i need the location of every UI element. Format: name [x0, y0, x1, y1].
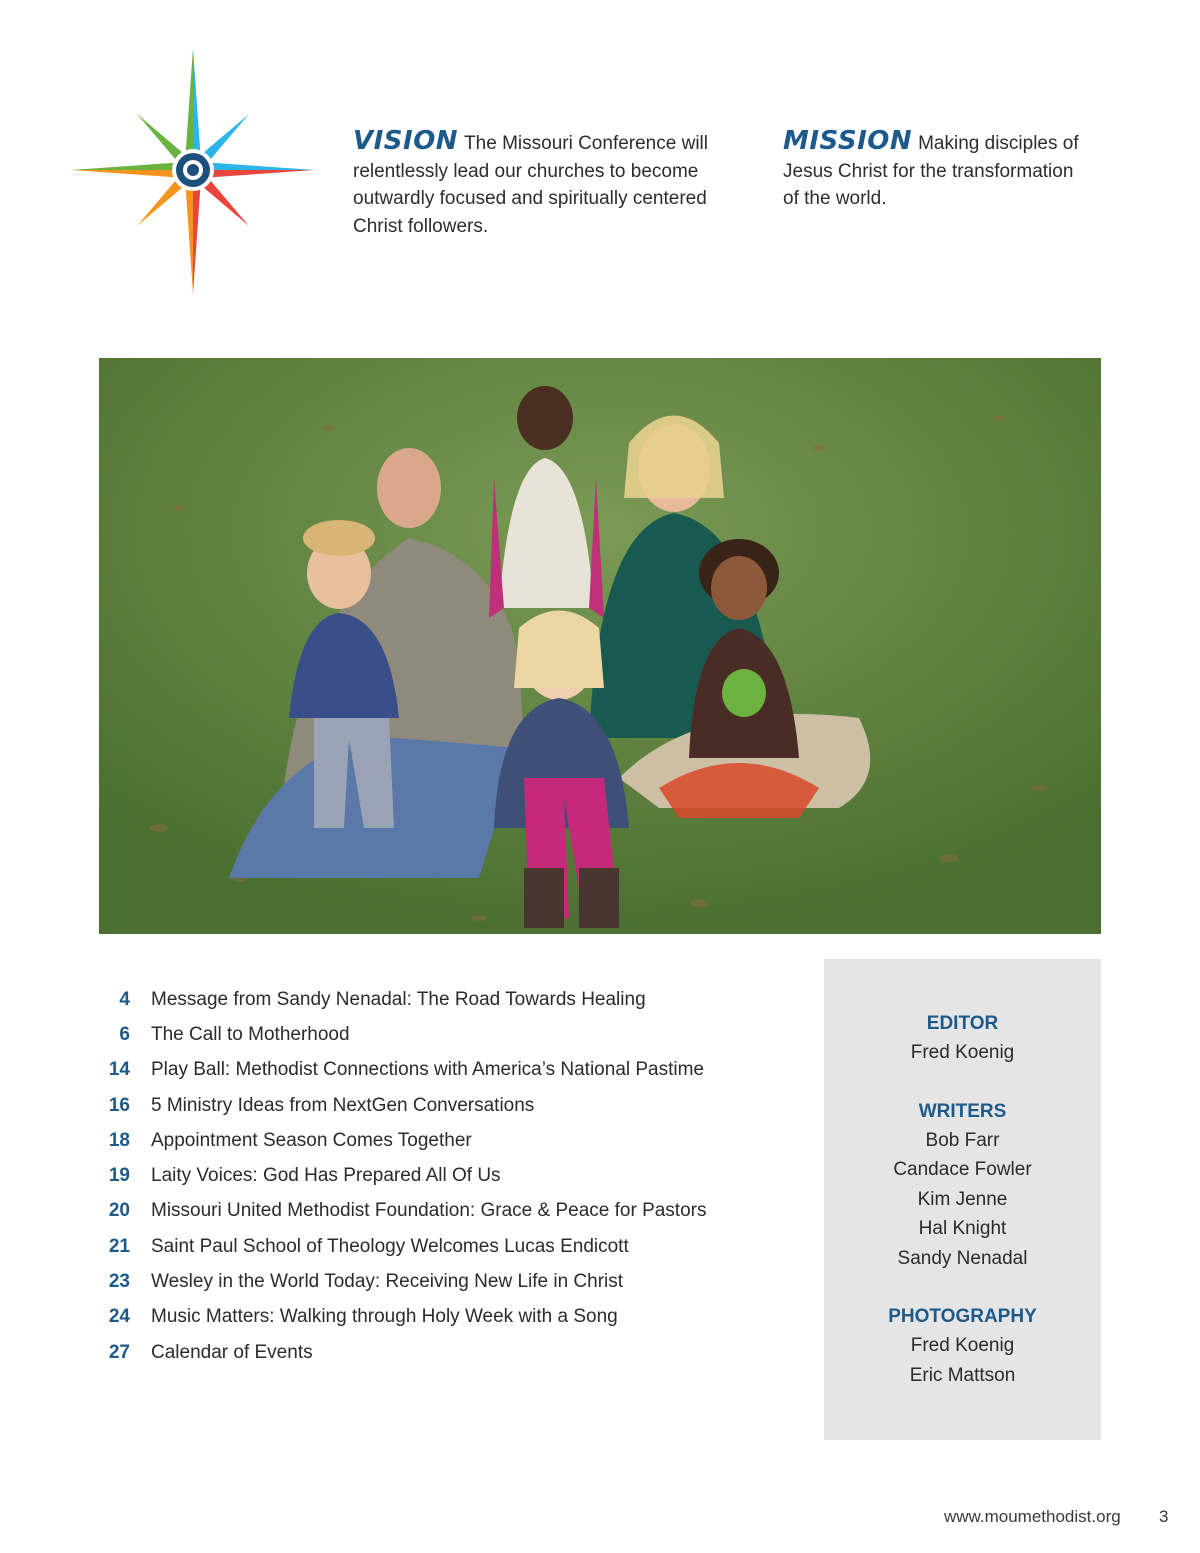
toc-title: Laity Voices: God Has Prepared All Of Us: [151, 1165, 501, 1187]
toc-title: Wesley in the World Today: Receiving New Life in Christ: [151, 1271, 624, 1293]
toc-item[interactable]: [99, 1300, 789, 1335]
toc-page-number: 23: [108, 1271, 130, 1293]
mission-text: Making disciples of Jesus Christ for the transformation of the world.: [783, 133, 1079, 209]
toc-item[interactable]: [99, 1017, 789, 1052]
toc-page-number: 19: [108, 1165, 130, 1187]
editor-heading: EDITOR: [926, 1013, 999, 1034]
toc-item[interactable]: [99, 1229, 789, 1264]
family-photo: [99, 358, 1101, 934]
toc-title: Music Matters: Walking through Holy Week with a Song: [151, 1306, 618, 1328]
vision-heading: VISION: [353, 126, 459, 156]
toc-title: Missouri United Methodist Foundation: Grace & Peace for Pastors: [151, 1200, 707, 1222]
photographer-name: Eric Mattson: [909, 1364, 1016, 1386]
toc-page-number: 4: [119, 988, 130, 1010]
toc-page-number: 21: [108, 1235, 130, 1257]
toc-item[interactable]: [99, 1158, 789, 1193]
toc-page-number: 24: [108, 1306, 130, 1328]
writer-name: Hal Knight: [918, 1218, 1007, 1239]
toc-item[interactable]: [99, 982, 789, 1017]
vision-statement: [353, 128, 733, 240]
toc-item[interactable]: [99, 1123, 789, 1158]
toc-page-number: 18: [108, 1129, 130, 1151]
editor-credits: [824, 959, 1101, 1068]
toc-title: Appointment Season Comes Together: [151, 1129, 472, 1151]
toc-title: The Call to Motherhood: [151, 1023, 350, 1045]
toc-title: Saint Paul School of Theology Welcomes Lucas Endicott: [151, 1235, 629, 1257]
page-number: 3: [1159, 1507, 1169, 1526]
family-photo-illustration: [99, 358, 1101, 934]
writer-name: Kim Jenne: [917, 1188, 1008, 1210]
toc-title: Play Ball: Methodist Connections with America’s National Pastime: [151, 1059, 705, 1081]
photography-credits: [824, 1302, 1101, 1390]
toc-item[interactable]: [99, 1264, 789, 1299]
credits-box: [824, 959, 1101, 1440]
toc-page-number: 27: [108, 1341, 130, 1363]
writer-name: Bob Farr: [925, 1129, 1000, 1151]
photography-heading: PHOTOGRAPHY: [888, 1306, 1037, 1327]
footer-website-link[interactable]: www.moumethodist.org: [944, 1507, 1121, 1526]
table-of-contents: [99, 982, 789, 1370]
toc-title: 5 Ministry Ideas from NextGen Conversations: [151, 1094, 535, 1116]
vision-text: The Missouri Conference will relentlessly lead our churches to become outwardly focused and spiritually centered Christ followers.: [353, 133, 708, 237]
toc-page-number: 16: [108, 1094, 130, 1116]
toc-item[interactable]: [99, 1194, 789, 1229]
toc-item[interactable]: [99, 1088, 789, 1123]
writers-heading: WRITERS: [918, 1100, 1007, 1122]
editor-name: Fred Koenig: [910, 1042, 1015, 1063]
toc-title: Message from Sandy Nenadal: The Road Towards Healing: [151, 988, 646, 1010]
toc-page-number: 14: [108, 1059, 130, 1081]
photographer-name: Fred Koenig: [910, 1335, 1015, 1356]
mission-heading: MISSION: [783, 126, 913, 156]
toc-item[interactable]: [99, 1335, 789, 1370]
toc-item[interactable]: [99, 1053, 789, 1088]
toc-page-number: 20: [108, 1200, 130, 1222]
writer-name: Candace Fowler: [893, 1159, 1032, 1180]
writer-name: Sandy Nenadal: [897, 1247, 1028, 1269]
compass-star-icon: [70, 46, 316, 294]
toc-title: Calendar of Events: [151, 1341, 313, 1363]
writers-credits: [824, 1097, 1101, 1274]
mission-statement: [783, 128, 1093, 213]
toc-page-number: 6: [119, 1023, 130, 1045]
